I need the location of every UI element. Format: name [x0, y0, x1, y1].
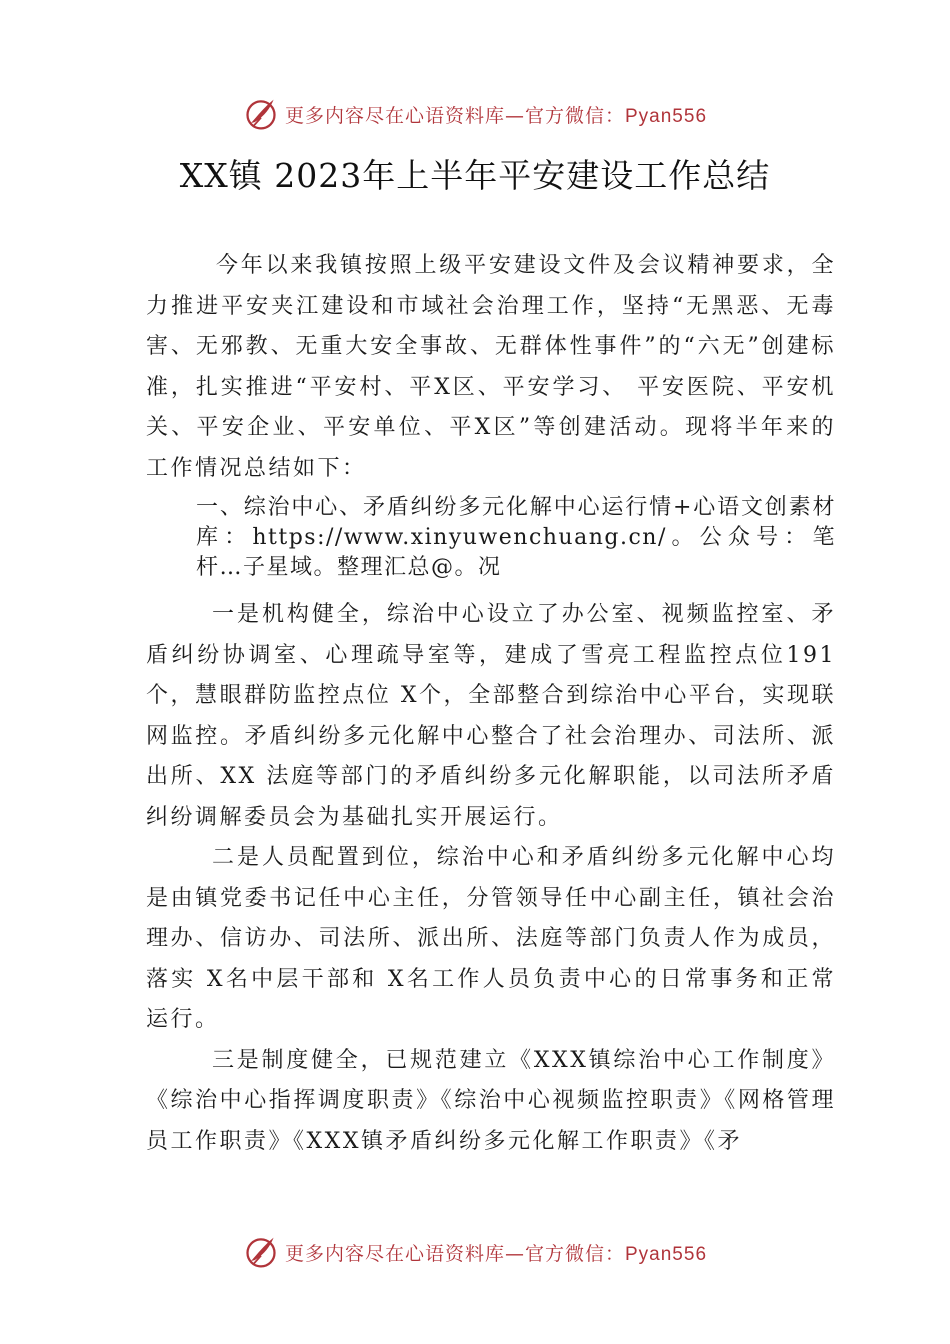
- footer-banner: [0, 1232, 950, 1272]
- paragraph-staffing: 二是人员配置到位，综治中心和矛盾纠纷多元化解中心均是由镇党委书记任中心主任，分管领导任中心副主任，镇社会治理办、信访办、司法所、派出所、法庭等部门负责人作为成员，落实 X名中层干部和 X名工作人员负责中心的日常事务和正常运行。: [146, 845, 836, 1032]
- banner-text: 更多内容尽在心语资料库—官方微信：Pyan556: [284, 104, 708, 127]
- banner-text: 更多内容尽在心语资料库—官方微信：Pyan556: [284, 1242, 708, 1265]
- wechat-id: Pyan556: [625, 105, 708, 127]
- document-body: [146, 246, 836, 1162]
- quill-feather-icon: [243, 96, 279, 132]
- wechat-id: Pyan556: [625, 1243, 708, 1265]
- paragraph-intro: 今年以来我镇按照上级平安建设文件及会议精神要求，全力推进平安夹江建设和市域社会治理工作，坚持“无黑恶、无毒害、无邪教、无重大安全事故、无群体性事件”的“六无”创建标准，扎实推进“平安村、平X区、平安学习、 平安医院、平安机关、平安企业、平安单位、平X区”等创建活动。现将半年来的工作情况总结如下：: [146, 253, 836, 481]
- section-heading: 一、综治中心、矛盾纠纷多元化解中心运行情+心语文创素材库：https://www.xinyuwenchuang.cn/。公众号：笔杆…子星域。整理汇总@。况: [196, 495, 836, 580]
- document-title: XX镇 2023年上半年平安建设工作总结: [179, 156, 771, 195]
- paragraph-rules: 三是制度健全，已规范建立《XXX镇综治中心工作制度》《综治中心指挥调度职责》《综治中心视频监控职责》《网格管理员工作职责》《XXX镇矛盾纠纷多元化解工作职责》《矛: [146, 1047, 836, 1154]
- header-banner: [0, 94, 950, 134]
- paragraph-organization: 一是机构健全，综治中心设立了办公室、视频监控室、矛盾纠纷协调室、心理疏导室等，建成了雪亮工程监控点位191个，慧眼群防监控点位 X个，全部整合到综治中心平台，实现联网监控。矛盾纠纷多元化解中心整合了社会治理办、司法所、派出所、XX 法庭等部门的矛盾纠纷多元化解职能，以司法所矛盾纠纷调解委员会为基础扎实开展运行。: [146, 602, 836, 830]
- quill-feather-icon: [243, 1234, 279, 1270]
